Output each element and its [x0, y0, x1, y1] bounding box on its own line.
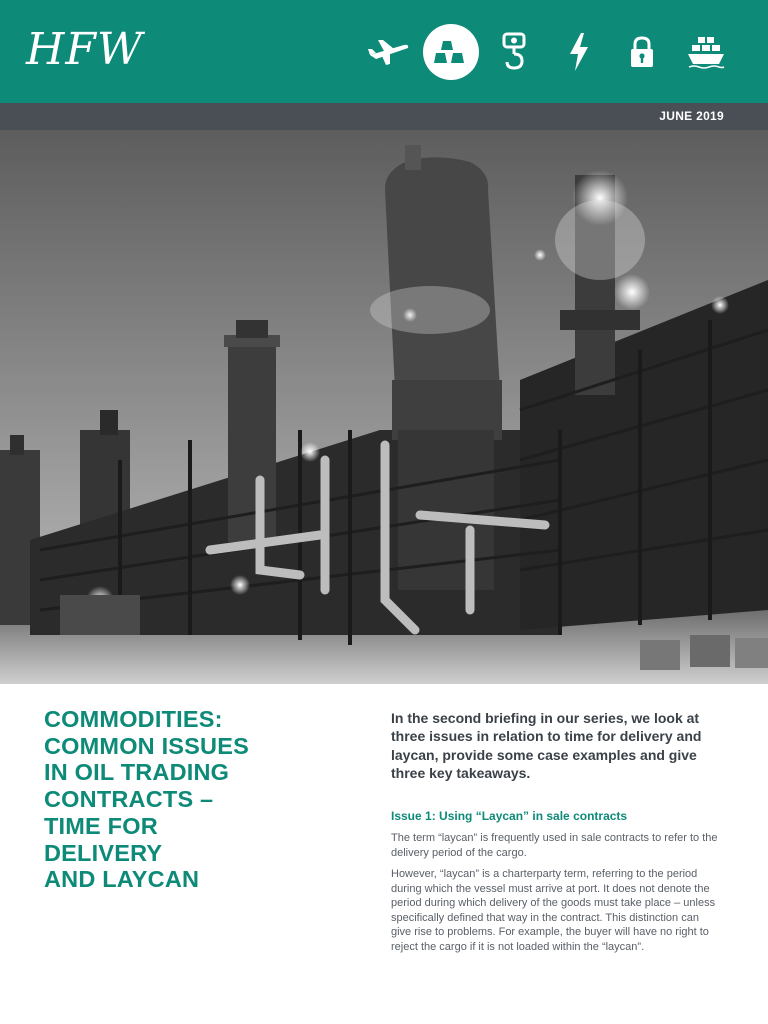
issue-1-heading: Issue 1: Using “Laycan” in sale contracts — [391, 809, 628, 823]
sector-icon-row — [0, 24, 768, 80]
issue-1-paragraph: The term “laycan” is frequently used in sale contracts to refer to the delivery period of the cargo. — [391, 832, 718, 859]
issue-1-paragraph: However, “laycan” is a charterparty term, referring to the period during which the vessel must arrive at port. It does not denote the period during which delivery of the goods must take place – unless specifically defined that way in the contract. This distinction can give rise to problems. For example, the buyer will have no right to reject the cargo if it is not loaded within the “laycan”. — [391, 868, 716, 953]
shipping-vessel-icon[interactable] — [678, 24, 734, 80]
intro-paragraph: In the second briefing in our series, we look at three issues in relation to time for delivery and laycan, provide some case examples and give three key takeaways. — [391, 710, 702, 781]
aviation-icon[interactable] — [360, 24, 416, 80]
date-bar — [0, 103, 768, 130]
commodities-gold-bars-icon[interactable] — [423, 24, 479, 80]
crane-hook-icon[interactable] — [486, 24, 542, 80]
header-bar — [0, 0, 768, 103]
energy-lightning-icon[interactable] — [551, 24, 607, 80]
page-title: COMMODITIES: COMMON ISSUES IN OIL TRADING CONTRACTS – TIME FOR DELIVERY AND LAYCAN — [44, 706, 249, 893]
oil-refinery-photo — [0, 130, 768, 684]
hfw-logo[interactable]: HFW — [26, 24, 144, 75]
insurance-padlock-icon[interactable] — [614, 24, 670, 80]
publication-date: JUNE 2019 — [659, 109, 724, 123]
